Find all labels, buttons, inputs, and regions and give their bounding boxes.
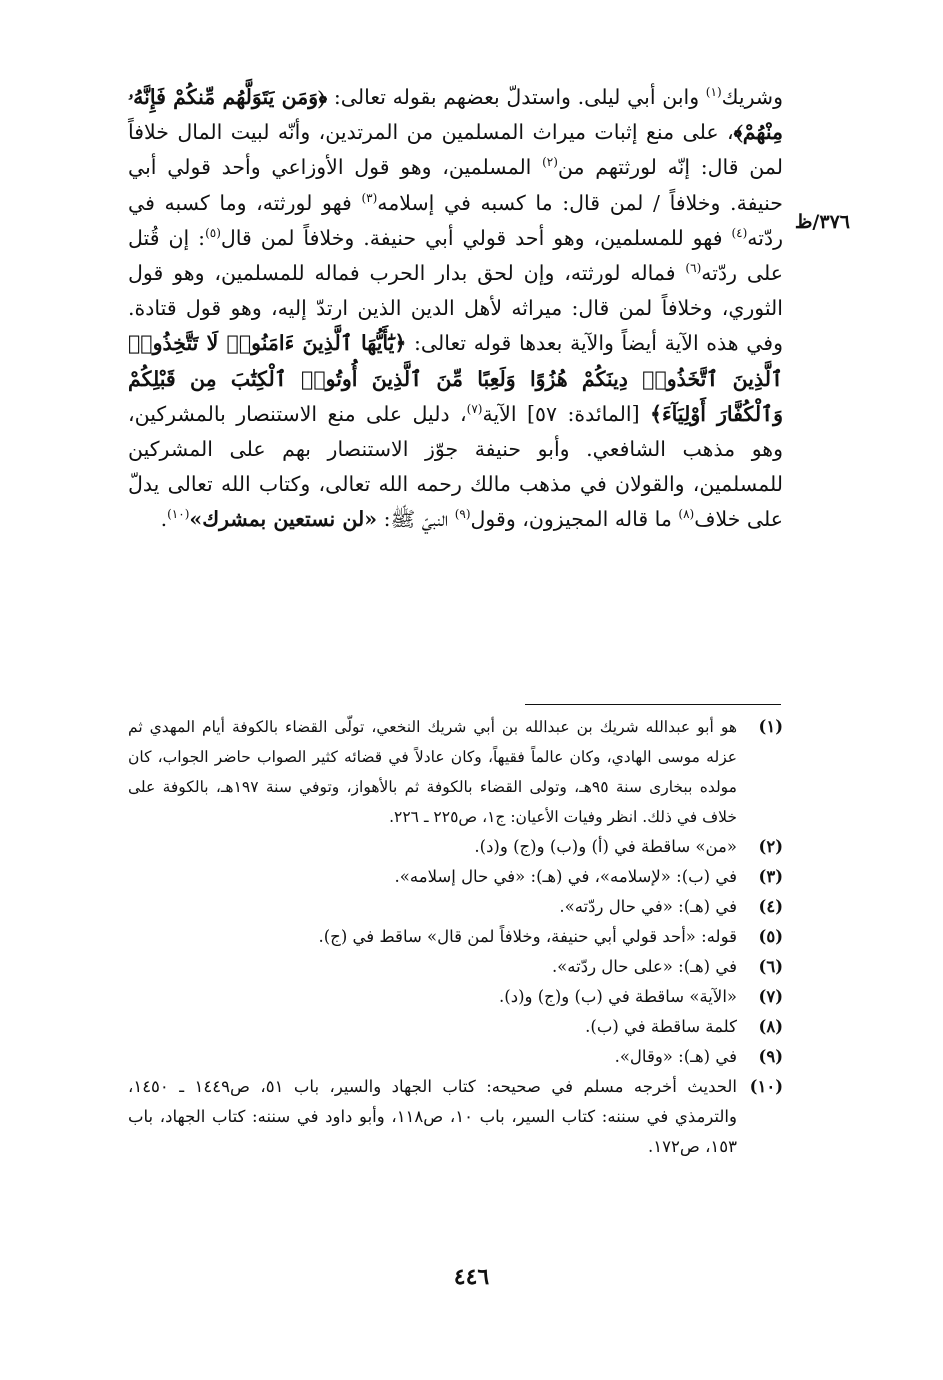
text-run: وشريك [721,85,783,109]
footnote-ref-2[interactable]: (٢) [542,155,558,170]
footnote-ref-9[interactable]: (٩) [454,507,471,522]
footnote-8 [128,1012,783,1042]
footnote-ref-4[interactable]: (٤) [731,225,748,240]
text-run: ، على منع إثبات ميراث المسلمين من المرتدين، وأنّه لبيت المال خلافاً لمن قال: إنّه لورثتهم من [128,120,783,180]
text-run: ما قاله المجيزون، وقول [470,507,679,532]
footnote-number: (٦) [758,957,783,976]
footnote-ref-7[interactable]: (٧) [466,402,483,416]
footnote-number: (٤) [758,897,783,916]
hadith-quote: «لن نستعين بمشرك» [189,507,378,532]
page-number: ٤٤٦ [453,1264,490,1290]
footnote-text: الحديث أخرجه مسلم في صحيحه: كتاب الجهاد والسير، باب ٥١، ص١٤٤٩ ـ ١٤٥٠، والترمذي في سننه: كتاب السير، باب ١٠، ص١١٨، وأبو داود في سننه: كتاب الجهاد، باب ١٥٣، ص١٧٢. [128,1077,737,1156]
footnote-number: (٧) [758,987,783,1006]
manuscript-folio-marker: ٣٧٦/ظ [794,211,850,233]
text-run: فماله لورثته، وإن لحق بدار الحرب فماله للمسلمين، وهو قول الثوري، وخلافاً لمن قال: ميراثه لأهل الدين الذين ارتدّ إليه، وهو قول قتادة. وفي هذه الآية أيضاً والآية بعدها قوله تعالى: [128,261,783,356]
footnote-number: (٢) [758,837,783,856]
footnote-2 [128,832,783,862]
footnote-text: «من» ساقطة في (أ) و(ب) و(ج) و(د). [474,837,737,856]
footnote-5 [128,922,783,952]
footnote-ref-1[interactable]: (١) [705,85,722,100]
text-run: . [160,507,168,532]
footnote-text: قوله: «أحد قولي أبي حنيفة، وخلافاً لمن قال» ساقط في (ج). [318,927,737,946]
footnote-ref-6[interactable]: (٦) [685,261,702,276]
footnote-10 [128,1072,783,1162]
footnotes-list [128,712,783,1162]
footnote-number: (١) [758,717,783,736]
footnote-number: (١٠) [749,1077,783,1096]
text-run: المسلمين، وهو قول الأوزاعي وأحد قولي أبي حنيفة. وخلافاً / لمن قال: ما كسبه في إسلامه [128,155,783,215]
quran-verse-2: ﴿يَٰٓأَيُّهَا ٱلَّذِينَ ءَامَنُوا۟ لَا تَتَّخِذُوا۟ ٱلَّذِينَ ٱتَّخَذُوا۟ دِينَكُمْ هُزُوًا وَلَعِبًا مِّنَ ٱلَّذِينَ أُوتُوا۟ ٱلْكِتَٰبَ مِن قَبْلِكُمْ وَٱلْكُفَّارَ أَوْلِيَآءَ﴾ [128,331,783,426]
footnote-text: في (هـ): «وقال». [614,1047,737,1066]
footnote-6 [128,952,783,982]
quran-verse-1: ﴿وَمَن يَتَوَلَّهُم مِّنكُمْ فَإِنَّهُۥ مِنْهُمْ﴾ [128,85,783,145]
footnote-text: في (هـ): «على حال ردّته». [551,957,737,976]
footnote-number: (٨) [758,1017,783,1036]
footnote-text: كلمة ساقطة في (ب). [585,1017,737,1036]
footnote-9 [128,1042,783,1072]
footnote-7 [128,982,783,1012]
footnote-ref-10[interactable]: (١٠) [167,507,190,522]
footnote-4 [128,892,783,922]
footnote-1 [128,712,783,832]
footnote-number: (٩) [758,1047,783,1066]
footnote-text: في (ب): «لإسلامه»، في (هـ): «في حال إسلامه». [394,867,737,886]
footnote-separator [525,704,781,705]
footnote-text: «الآية» ساقطة في (ب) و(ج) و(د). [499,987,737,1006]
footnote-number: (٣) [758,867,783,886]
footnote-3 [128,862,783,892]
text-run: [المائدة: ٥٧] الآية [482,401,651,426]
footnote-text: في (هـ): «في حال ردّته». [559,897,737,916]
text-run: وابن أبي ليلى. واستدلّ بعضهم بقوله تعالى: [327,85,706,109]
footnote-text: هو أبو عبدالله شريك بن عبدالله بن أبي شريك النخعي، تولّى القضاء بالكوفة أيام المهدي ثم عزله موسى الهادي، وكان عالماً فقيهاً، وكان عادلاً في قضائه كثير الصواب حاضر الجواب، كان مولده ببخارى سنة ٩٥هـ، وتولى القضاء بالكوفة ثم بالأهواز، وتوفي سنة ١٩٧هـ، بالكوفة على خلاف في ذلك. انظر وفيات الأعيان: ج١، ص٢٢٥ ـ ٢٢٦. [128,718,737,826]
footnote-ref-8[interactable]: (٨) [678,507,695,522]
footnote-number: (٥) [758,927,783,946]
main-body-text [128,80,783,538]
text-run: فهو لورثته، وما كسبه في ردّته [128,190,783,250]
main-paragraph [128,80,783,538]
footnote-ref-5[interactable]: (٥) [205,225,221,240]
text-run: : إن قُتل على ردّته [128,225,783,286]
footnote-ref-3[interactable]: (٣) [361,190,378,205]
text-run: النبيّ ﷺ: [377,507,455,532]
text-run: فهو للمسلمين، وهو أحد قولي أبي حنيفة. وخلافاً لمن قال [220,225,732,250]
text-run: ، دليل على منع الاستنصار بالمشركين، وهو مذهب الشافعي. وأبو حنيفة جوّز الاستنصار بهم على المشركين للمسلمين، والقولان في مذهب مالك رحمه الله تعالى، وكتاب الله تعالى يدلّ على خلاف [128,401,783,532]
